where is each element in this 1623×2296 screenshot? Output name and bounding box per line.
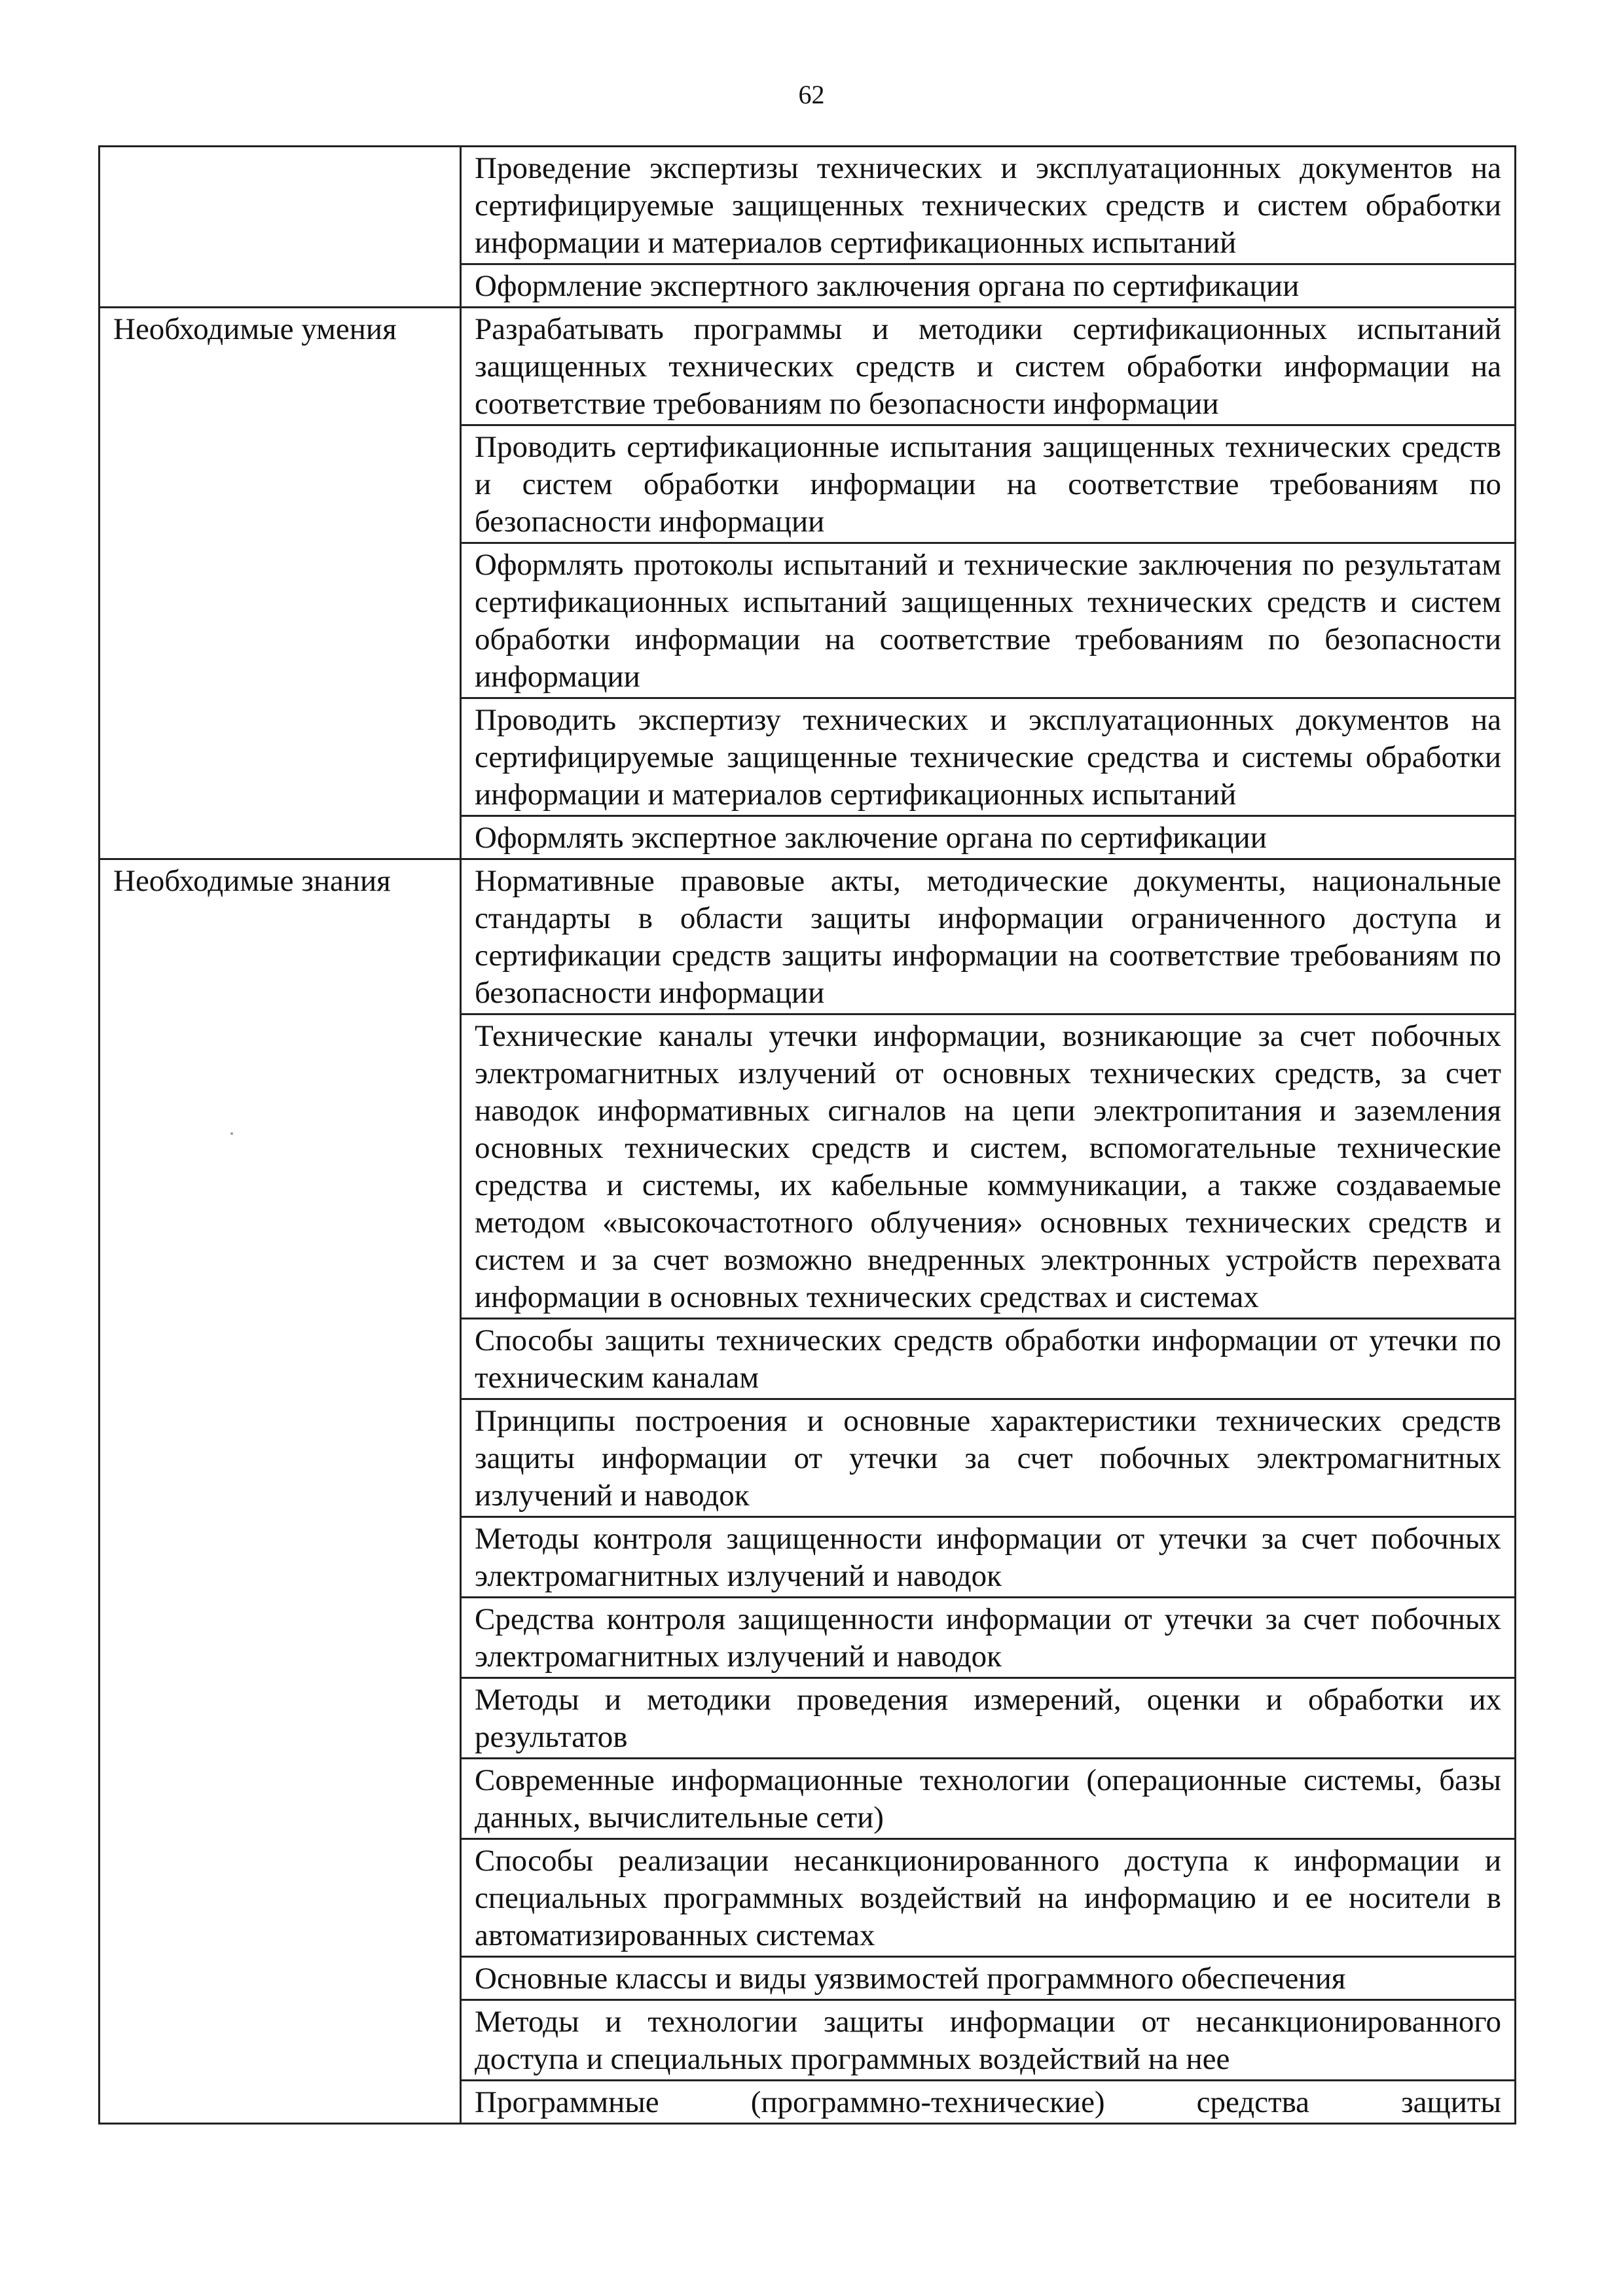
description-cell: Способы реализации несанкционированного доступа к информации и специальных программных воздействий на информацию и ее носители в автоматизированных системах [461, 1839, 1516, 1957]
description-cell: Методы контроля защищенности информации от утечки за счет побочных электромагнитных излучений и наводок [461, 1517, 1516, 1598]
description-cell: Способы защиты технических средств обработки информации от утечки по техническим каналам [461, 1319, 1516, 1399]
description-cell: Оформление экспертного заключения органа по сертификации [461, 264, 1516, 308]
category-cell-knowledge: Необходимые знания [100, 859, 461, 2124]
table-row [100, 308, 1516, 425]
description-cell: Оформлять экспертное заключение органа по сертификации [461, 816, 1516, 859]
description-cell: Программные (программно-технические) средства защиты [461, 2081, 1516, 2124]
description-cell: Основные классы и виды уязвимостей программного обеспечения [461, 1957, 1516, 2000]
category-cell-continued [100, 147, 461, 308]
description-cell: Нормативные правовые акты, методические документы, национальные стандарты в области защиты информации ограниченного доступа и сертификации средств защиты информации на соответствие требованиям по безопасности информации [461, 859, 1516, 1014]
page-number: 62 [798, 80, 825, 109]
description-cell: Технические каналы утечки информации, возникающие за счет побочных электромагнитных излучений от основных технических средств, за счет наводок информативных сигналов на цепи электропитания и заземления основных технических средств и систем, вспомогательные технические средства и системы, их кабельные коммуникации, а также создаваемые методом «высокочастотного облучения» основных технических средств и систем и за счет возможно внедренных электронных устройств перехвата информации в основных технических средствах и системах [461, 1014, 1516, 1319]
scan-speck [230, 1132, 233, 1135]
requirements-table [98, 145, 1516, 2125]
category-cell-skills: Необходимые умения [100, 308, 461, 859]
description-cell: Проводить сертификационные испытания защищенных технических средств и систем обработки информации на соответствие требованиям по безопасности информации [461, 425, 1516, 543]
description-cell: Проводить экспертизу технических и эксплуатационных документов на сертифицируемые защищенные технические средства и системы обработки информации и материалов сертификационных испытаний [461, 698, 1516, 816]
table-row [100, 147, 1516, 264]
description-cell: Оформлять протоколы испытаний и технические заключения по результатам сертификационных испытаний защищенных технических средств и систем обработки информации на соответствие требованиям по безопасности информации [461, 543, 1516, 698]
description-cell: Проведение экспертизы технических и эксплуатационных документов на сертифицируемые защищенных технических средств и систем обработки информации и материалов сертификационных испытаний [461, 147, 1516, 264]
description-cell: Методы и методики проведения измерений, оценки и обработки их результатов [461, 1678, 1516, 1759]
description-cell: Принципы построения и основные характеристики технических средств защиты информации от утечки за счет побочных электромагнитных излучений и наводок [461, 1399, 1516, 1517]
table-row [100, 859, 1516, 1014]
description-cell: Современные информационные технологии (операционные системы, базы данных, вычислительные сети) [461, 1759, 1516, 1839]
description-cell: Методы и технологии защиты информации от несанкционированного доступа и специальных программных воздействий на нее [461, 2000, 1516, 2081]
description-cell: Средства контроля защищенности информации от утечки за счет побочных электромагнитных излучений и наводок [461, 1598, 1516, 1678]
description-cell: Разрабатывать программы и методики сертификационных испытаний защищенных технических средств и систем обработки информации на соответствие требованиям по безопасности информации [461, 308, 1516, 425]
